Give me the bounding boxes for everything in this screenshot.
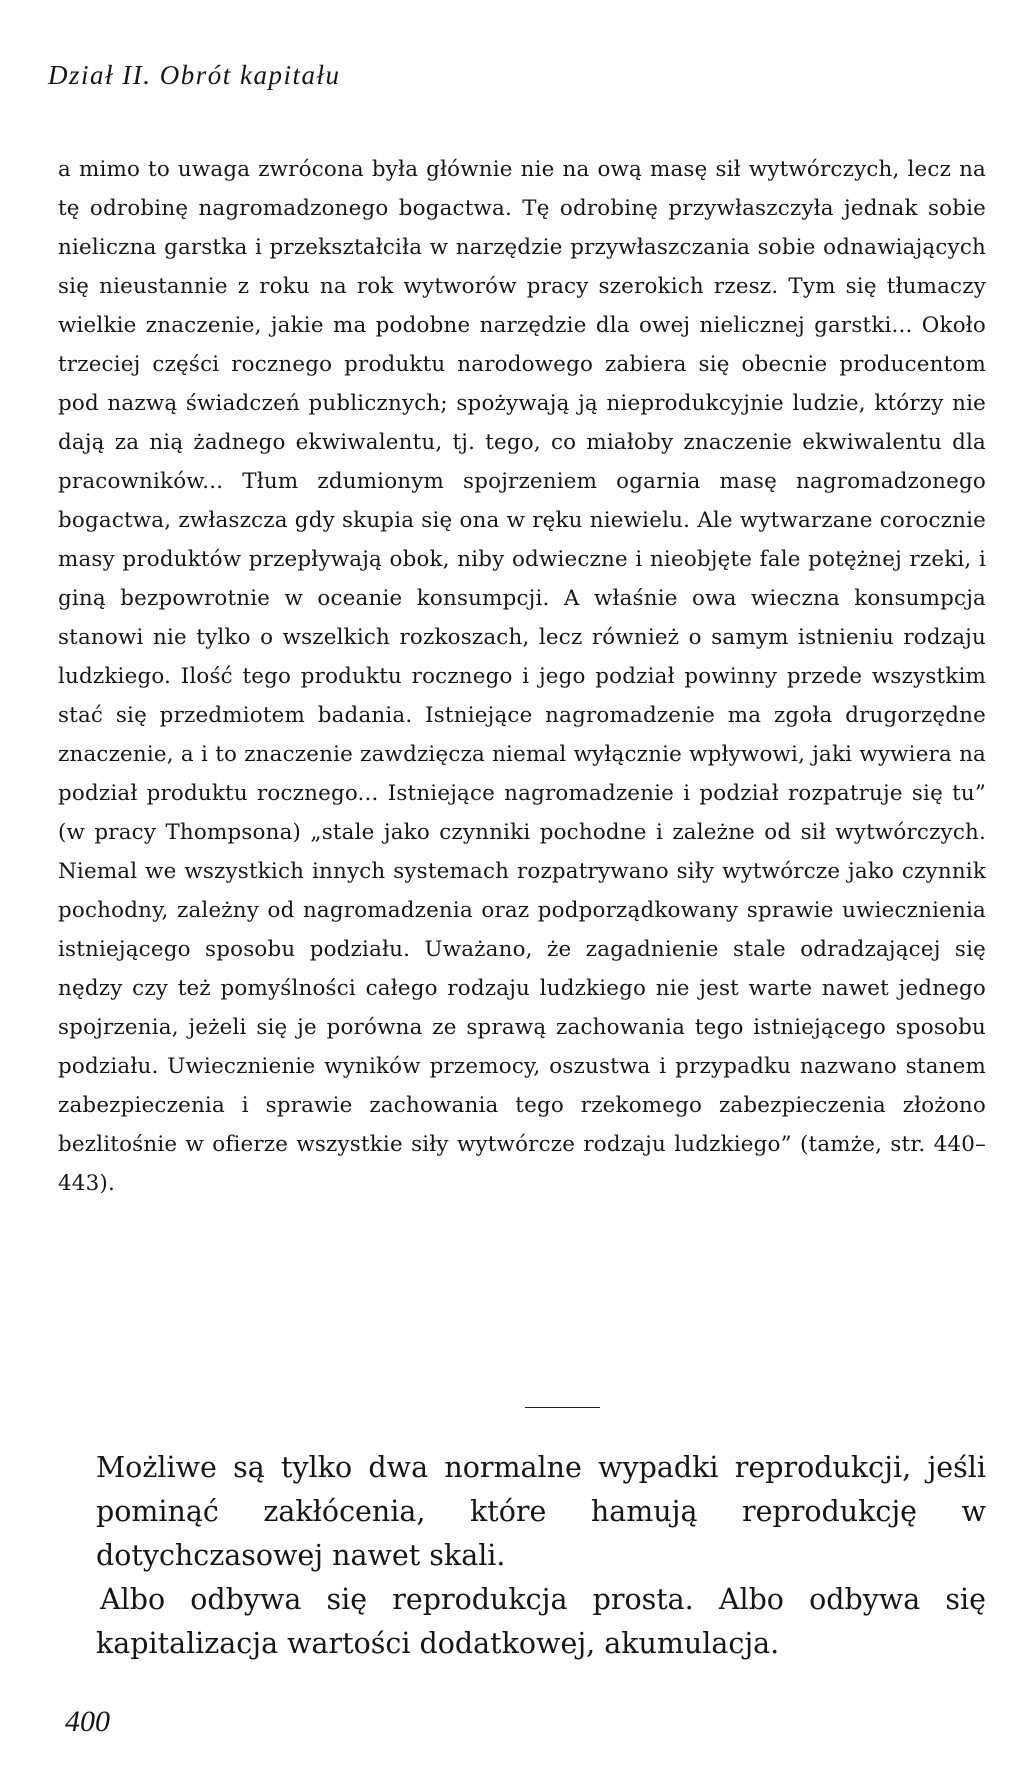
main-paragraph-2: Albo odbywa się reprodukcja prosta. Albo odbywa się kapitalizacja wartości dodatkowej, akumulacja.	[96, 1583, 986, 1660]
page-number: 400	[65, 1705, 110, 1738]
main-text	[96, 1446, 986, 1666]
running-head: Dział II. Obrót kapitału	[48, 60, 341, 90]
quote-paragraph: a mimo to uwaga zwrócona była głównie nie na ową masę sił wytwórczych, lecz na tę odrobinę nagromadzonego bogactwa. Tę odrobinę przywłaszczyła jednak sobie nieliczna garstka i przekształciła w narzędzie przywłaszczania sobie odnawiających się nieustannie z roku na rok wytworów pracy szerokich rzesz. Tym się tłumaczy wielkie znaczenie, jakie ma podobne narzędzie dla owej nielicznej garstki... Około trzeciej części rocznego produktu narodowego zabiera się obecnie producentom pod nazwą świadczeń publicznych; spożywają ją nieprodukcyjnie ludzie, którzy nie dają za nią żadnego ekwiwalentu, tj. tego, co miałoby znaczenie ekwiwalentu dla pracowników... Tłum zdumionym spojrzeniem ogarnia masę nagromadzonego bogactwa, zwłaszcza gdy skupia się ona w ręku niewielu. Ale wytwarzane corocznie masy produktów przepływają obok, niby odwieczne i nieobjęte fale potężnej rzeki, i giną bezpowrotnie w oceanie konsumpcji. A właśnie owa wieczna konsumpcja stanowi nie tylko o wszelkich rozkoszach, lecz również o samym istnieniu rodzaju ludzkiego. Ilość tego produktu rocznego i jego podział powinny przede wszystkim stać się przedmiotem badania. Istniejące nagromadzenie ma zgoła drugorzędne znaczenie, a i to znaczenie zawdzięcza niemal wyłącznie wpływowi, jaki wywiera na podział produktu rocznego... Istniejące nagromadzenie i podział rozpatruje się tu” (w pracy Thompsona) „stale jako czynniki pochodne i zależne od sił wytwórczych. Niemal we wszystkich innych systemach rozpatrywano siły wytwórcze jako czynnik pochodny, zależny od nagromadzenia oraz podporządkowany sprawie uwiecznienia istniejącego sposobu podziału. Uważano, że zagadnienie stale odradzającej się nędzy czy też pomyślności całego rodzaju ludzkiego nie jest warte nawet jednego spojrzenia, jeżeli się je porówna ze sprawą zachowania tego istniejącego sposobu podziału. Uwiecznienie wyników przemocy, oszustwa i przypadku nazwano stanem zabezpieczenia i sprawie zachowania tego rzekomego zabezpieczenia złożono bezlitośnie w ofierze wszystkie siły wytwórcze rodzaju ludzkiego” (tamże, str. 440–443).	[58, 157, 986, 1196]
section-divider	[525, 1407, 600, 1408]
main-paragraph-1: Możliwe są tylko dwa normalne wypadki reprodukcji, jeśli pominąć zakłócenia, które hamują reprodukcję w dotychczasowej nawet skali.	[96, 1451, 986, 1572]
